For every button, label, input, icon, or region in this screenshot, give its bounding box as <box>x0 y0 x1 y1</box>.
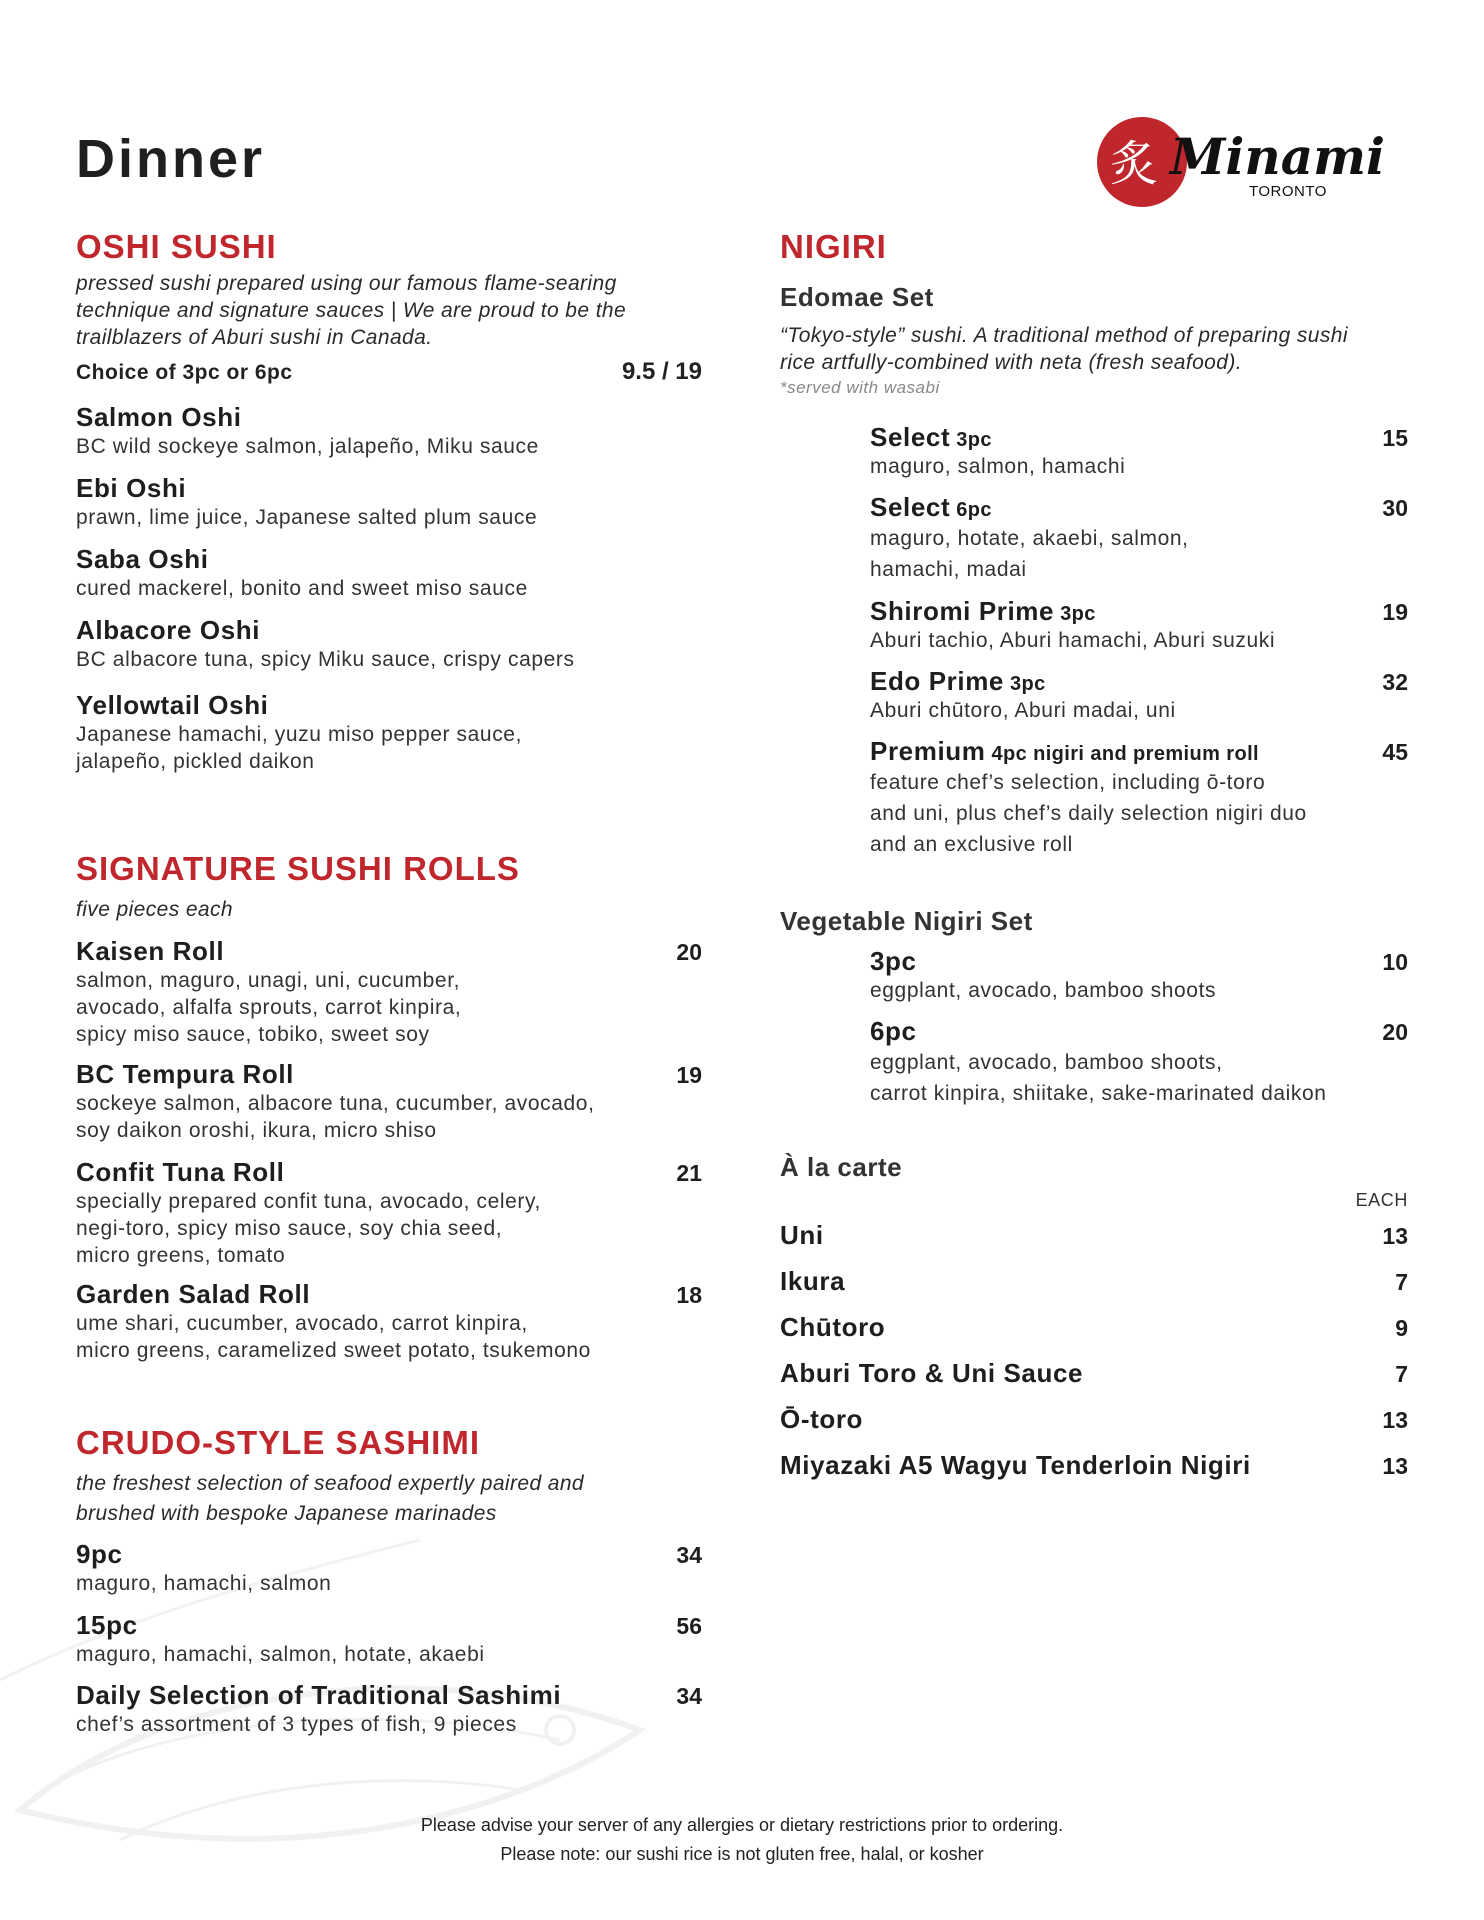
item-description: sockeye salmon, albacore tuna, cucumber, avocado, <box>76 1092 595 1115</box>
item-description: maguro, salmon, hamachi <box>870 455 1126 478</box>
item-name: Ikura <box>780 1266 846 1296</box>
edomae-description <box>780 322 1408 376</box>
item-description: BC albacore tuna, spicy Miku sauce, crispy capers <box>76 648 575 671</box>
item-description: feature chef’s selection, including ō-toro <box>870 771 1266 794</box>
edomae-desc-line: rice artfully-combined with neta (fresh seafood). <box>780 351 1242 374</box>
item-price: 30 <box>1382 495 1408 521</box>
item-price: 20 <box>676 939 702 965</box>
item-price: 7 <box>1395 1361 1408 1387</box>
item-description: ume shari, cucumber, avocado, carrot kinpira, <box>76 1312 528 1335</box>
menu-item <box>870 946 1408 1004</box>
right-column <box>780 228 1408 1528</box>
wasabi-note: *served with wasabi <box>780 378 940 397</box>
item-description: micro greens, tomato <box>76 1244 286 1267</box>
edomae-set-title: Edomae Set <box>780 282 934 312</box>
alacarte-title: À la carte <box>780 1152 903 1182</box>
item-description: maguro, hotate, akaebi, salmon, <box>870 527 1189 550</box>
item-price: 18 <box>676 1282 702 1308</box>
menu-item <box>76 1680 702 1738</box>
menu-item <box>870 596 1408 654</box>
item-price: 13 <box>1382 1407 1408 1433</box>
item-name: Aburi Toro & Uni Sauce <box>780 1358 1084 1388</box>
oshi-sushi-title: OSHI SUSHI <box>76 228 277 265</box>
left-column <box>76 228 702 1748</box>
item-quantity: 6pc <box>956 499 992 521</box>
item-description: prawn, lime juice, Japanese salted plum sauce <box>76 506 538 529</box>
item-name: 15pc <box>76 1610 138 1640</box>
each-label: EACH <box>1355 1190 1408 1210</box>
oshi-choice-label: Choice of 3pc or 6pc <box>76 361 293 384</box>
edomae-desc-line: “Tokyo-style” sushi. A traditional method of preparing sushi <box>780 324 1348 347</box>
item-description: Japanese hamachi, yuzu miso pepper sauce, <box>76 723 523 746</box>
item-description: maguro, hamachi, salmon, hotate, akaebi <box>76 1643 485 1666</box>
item-price: 13 <box>1382 1453 1408 1479</box>
nigiri-title: NIGIRI <box>780 228 887 265</box>
menu-item <box>76 1059 702 1144</box>
allergy-notice: Please advise your server of any allergies or dietary restrictions prior to ordering. <box>420 1815 1064 1835</box>
item-description: carrot kinpira, shiitake, sake-marinated daikon <box>870 1082 1327 1105</box>
logo-location: TORONTO <box>1249 183 1327 200</box>
item-description: eggplant, avocado, bamboo shoots <box>870 979 1217 1002</box>
item-description: hamachi, madai <box>870 558 1027 581</box>
item-name: Premium <box>870 736 986 766</box>
menu-item <box>870 736 1408 860</box>
menu-item <box>76 1157 702 1269</box>
menu-item <box>76 1279 702 1364</box>
crudo-desc-line: the freshest selection of seafood expertly paired and <box>76 1472 585 1495</box>
menu-item <box>870 422 1408 480</box>
item-name: BC Tempura Roll <box>76 1059 294 1089</box>
item-name: Ebi Oshi <box>76 473 187 503</box>
item-description: maguro, hamachi, salmon <box>76 1572 332 1595</box>
item-name: Ō-toro <box>780 1404 864 1434</box>
page-title: Dinner <box>76 129 266 189</box>
item-name: Yellowtail Oshi <box>76 690 269 720</box>
crudo-sashimi-title: CRUDO-STYLE SASHIMI <box>76 1424 481 1461</box>
item-description: chef’s assortment of 3 types of fish, 9 pieces <box>76 1713 517 1736</box>
item-price: 7 <box>1395 1269 1408 1295</box>
item-price: 34 <box>676 1542 702 1568</box>
item-description: cured mackerel, bonito and sweet miso sauce <box>76 577 528 600</box>
crudo-desc-line: brushed with bespoke Japanese marinades <box>76 1502 497 1525</box>
item-description: eggplant, avocado, bamboo shoots, <box>870 1051 1223 1074</box>
menu-item <box>76 1610 702 1668</box>
item-quantity: 4pc nigiri and premium roll <box>991 743 1259 765</box>
item-name: 6pc <box>870 1016 917 1046</box>
item-name: Chūtoro <box>780 1312 886 1342</box>
item-description: negi-toro, spicy miso sauce, soy chia seed, <box>76 1217 503 1240</box>
item-price: 13 <box>1382 1223 1408 1249</box>
item-price: 21 <box>676 1160 702 1186</box>
signature-rolls-title: SIGNATURE SUSHI ROLLS <box>76 850 520 887</box>
minami-logo <box>1096 112 1385 208</box>
item-quantity: 3pc <box>1010 673 1046 695</box>
item-price: 34 <box>676 1683 702 1709</box>
menu-item <box>76 936 702 1048</box>
item-name: Edo Prime <box>870 666 1004 696</box>
oshi-desc-line: pressed sushi prepared using our famous flame-searing <box>76 272 617 295</box>
item-price: 20 <box>1382 1019 1408 1045</box>
oshi-choice-price: 9.5 / 19 <box>621 358 702 385</box>
item-name: Select <box>870 422 951 452</box>
item-name: 9pc <box>76 1539 123 1569</box>
item-price: 9 <box>1395 1315 1408 1341</box>
menu-item <box>76 615 702 673</box>
alacarte-item <box>780 1358 1408 1389</box>
item-price: 15 <box>1382 425 1408 451</box>
item-price: 19 <box>1382 599 1408 625</box>
vegetable-nigiri-title: Vegetable Nigiri Set <box>780 906 1033 936</box>
crudo-sashimi-description <box>76 1469 702 1529</box>
item-name: 3pc <box>870 946 917 976</box>
item-description: spicy miso sauce, tobiko, sweet soy <box>76 1023 430 1046</box>
item-name: Daily Selection of Traditional Sashimi <box>76 1680 562 1710</box>
menu-item <box>76 402 702 460</box>
item-quantity: 3pc <box>956 429 992 451</box>
item-description: Aburi chūtoro, Aburi madai, uni <box>870 699 1176 722</box>
alacarte-item <box>780 1220 1408 1251</box>
item-name: Confit Tuna Roll <box>76 1157 285 1187</box>
alacarte-item <box>780 1312 1408 1343</box>
logo-wordmark: Minami <box>1170 127 1385 186</box>
menu-item <box>76 1539 702 1597</box>
item-description: soy daikon oroshi, ikura, micro shiso <box>76 1119 437 1142</box>
signature-rolls-description: five pieces each <box>76 898 233 921</box>
menu-item <box>870 492 1408 585</box>
item-price: 56 <box>676 1613 702 1639</box>
item-description: jalapeño, pickled daikon <box>76 750 315 773</box>
item-price: 32 <box>1382 669 1408 695</box>
menu-item <box>870 1016 1408 1109</box>
item-name: Saba Oshi <box>76 544 209 574</box>
item-description: and uni, plus chef’s daily selection nigiri duo <box>870 802 1307 825</box>
alacarte-item <box>780 1450 1408 1481</box>
item-name: Salmon Oshi <box>76 402 242 432</box>
item-quantity: 3pc <box>1060 603 1096 625</box>
item-name: Miyazaki A5 Wagyu Tenderloin Nigiri <box>780 1450 1251 1480</box>
alacarte-item <box>780 1404 1408 1435</box>
logo-glyph: 炙 <box>1110 136 1159 192</box>
item-price: 10 <box>1382 949 1408 975</box>
item-description: Aburi tachio, Aburi hamachi, Aburi suzuki <box>870 629 1276 652</box>
item-name: Shiromi Prime <box>870 596 1055 626</box>
item-description: avocado, alfalfa sprouts, carrot kinpira, <box>76 996 462 1019</box>
item-name: Uni <box>780 1220 824 1250</box>
oshi-sushi-description <box>76 270 702 351</box>
item-description: micro greens, caramelized sweet potato, tsukemono <box>76 1339 591 1362</box>
item-name: Garden Salad Roll <box>76 1279 311 1309</box>
menu-item <box>76 544 702 602</box>
item-description: salmon, maguro, unagi, uni, cucumber, <box>76 969 461 992</box>
menu-item <box>76 473 702 531</box>
item-price: 45 <box>1382 739 1408 765</box>
oshi-choice-row <box>76 358 702 386</box>
menu-item <box>870 666 1408 724</box>
item-description: BC wild sockeye salmon, jalapeño, Miku sauce <box>76 435 539 458</box>
oshi-desc-line: technique and signature sauces | We are proud to be the <box>76 299 627 322</box>
item-name: Albacore Oshi <box>76 615 261 645</box>
oshi-desc-line: trailblazers of Aburi sushi in Canada. <box>76 326 433 349</box>
item-name: Kaisen Roll <box>76 936 225 966</box>
item-price: 19 <box>676 1062 702 1088</box>
alacarte-item <box>780 1266 1408 1297</box>
item-description: specially prepared confit tuna, avocado, celery, <box>76 1190 541 1213</box>
item-description: and an exclusive roll <box>870 833 1073 856</box>
rice-notice: Please note: our sushi rice is not gluten free, halal, or kosher <box>500 1844 984 1864</box>
menu-item <box>76 690 702 775</box>
item-name: Select <box>870 492 951 522</box>
